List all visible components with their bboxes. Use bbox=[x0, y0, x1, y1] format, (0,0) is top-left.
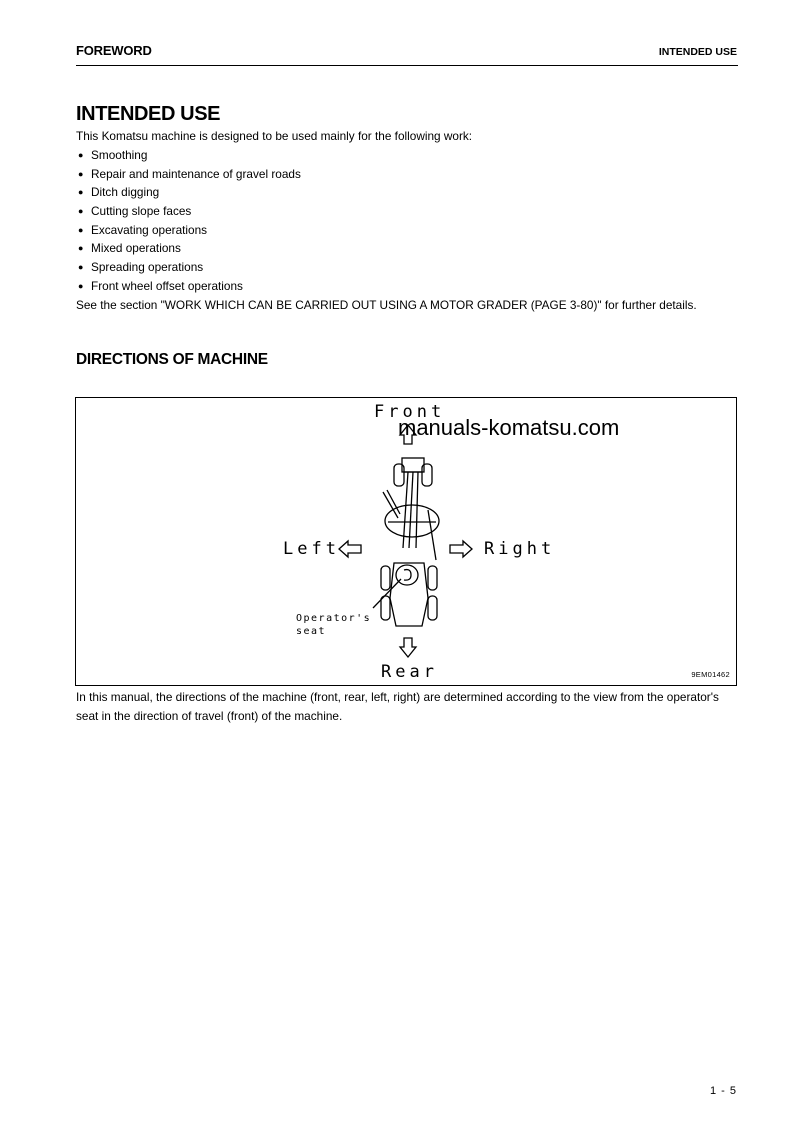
rear-right-wheel-2 bbox=[428, 596, 437, 620]
rear-label: Rear bbox=[381, 662, 438, 682]
bullet-icon: ● bbox=[78, 280, 84, 291]
blade-circle bbox=[385, 505, 439, 537]
figure-code: 9EM01462 bbox=[691, 670, 730, 679]
list-item: ● Mixed operations bbox=[78, 239, 301, 258]
operator-seat-label: Operator's seat bbox=[296, 613, 372, 637]
directions-figure bbox=[75, 397, 737, 686]
rear-left-wheel-1 bbox=[381, 566, 390, 590]
motor-grader-diagram bbox=[76, 398, 736, 685]
intended-use-heading: INTENDED USE bbox=[76, 103, 221, 125]
rear-left-wheel-2 bbox=[381, 596, 390, 620]
list-item: ● Cutting slope faces bbox=[78, 202, 301, 221]
rear-arrow-icon bbox=[400, 638, 416, 657]
list-item: ● Repair and maintenance of gravel roads bbox=[78, 165, 301, 184]
list-item: ● Smoothing bbox=[78, 146, 301, 165]
bullet-icon: ● bbox=[78, 187, 84, 198]
bullet-icon: ● bbox=[78, 262, 84, 273]
front-label: Front bbox=[374, 402, 446, 422]
header-topic: INTENDED USE bbox=[658, 46, 737, 58]
seat-leader-line bbox=[373, 579, 401, 608]
list-item: ● Spreading operations bbox=[78, 258, 301, 277]
bullet-icon: ● bbox=[78, 150, 84, 160]
work-list bbox=[78, 146, 301, 296]
right-label: Right bbox=[484, 539, 556, 559]
bullet-icon: ● bbox=[78, 243, 84, 254]
bullet-icon: ● bbox=[78, 206, 84, 217]
header-rule bbox=[76, 65, 738, 66]
bullet-icon: ● bbox=[78, 224, 84, 235]
header-section: FOREWORD bbox=[76, 43, 152, 58]
left-label: Left bbox=[283, 539, 340, 559]
list-item: ● Ditch digging bbox=[78, 183, 301, 202]
list-item: ● Excavating operations bbox=[78, 221, 301, 240]
see-also-note: See the section "WORK WHICH CAN BE CARRIED OUT USING A MOTOR GRADER (PAGE 3-80)" for further details. bbox=[76, 298, 697, 312]
intended-use-intro: This Komatsu machine is designed to be used mainly for the following work: bbox=[76, 129, 473, 143]
page-number: 1 - 5 bbox=[709, 1085, 737, 1097]
watermark: manuals-komatsu.com bbox=[398, 415, 620, 440]
directions-caption: In this manual, the directions of the machine (front, rear, left, right) are determined according to the view from the operator's seat in the direction of travel (front) of the machine. bbox=[76, 690, 719, 723]
bullet-icon: ● bbox=[78, 168, 84, 179]
operator-seat-icon bbox=[396, 565, 418, 585]
list-item: ● Front wheel offset operations bbox=[78, 277, 301, 296]
right-arrow-icon bbox=[450, 541, 472, 557]
directions-heading: DIRECTIONS OF MACHINE bbox=[76, 351, 268, 368]
left-arrow-icon bbox=[339, 541, 361, 557]
rear-right-wheel-1 bbox=[428, 566, 437, 590]
